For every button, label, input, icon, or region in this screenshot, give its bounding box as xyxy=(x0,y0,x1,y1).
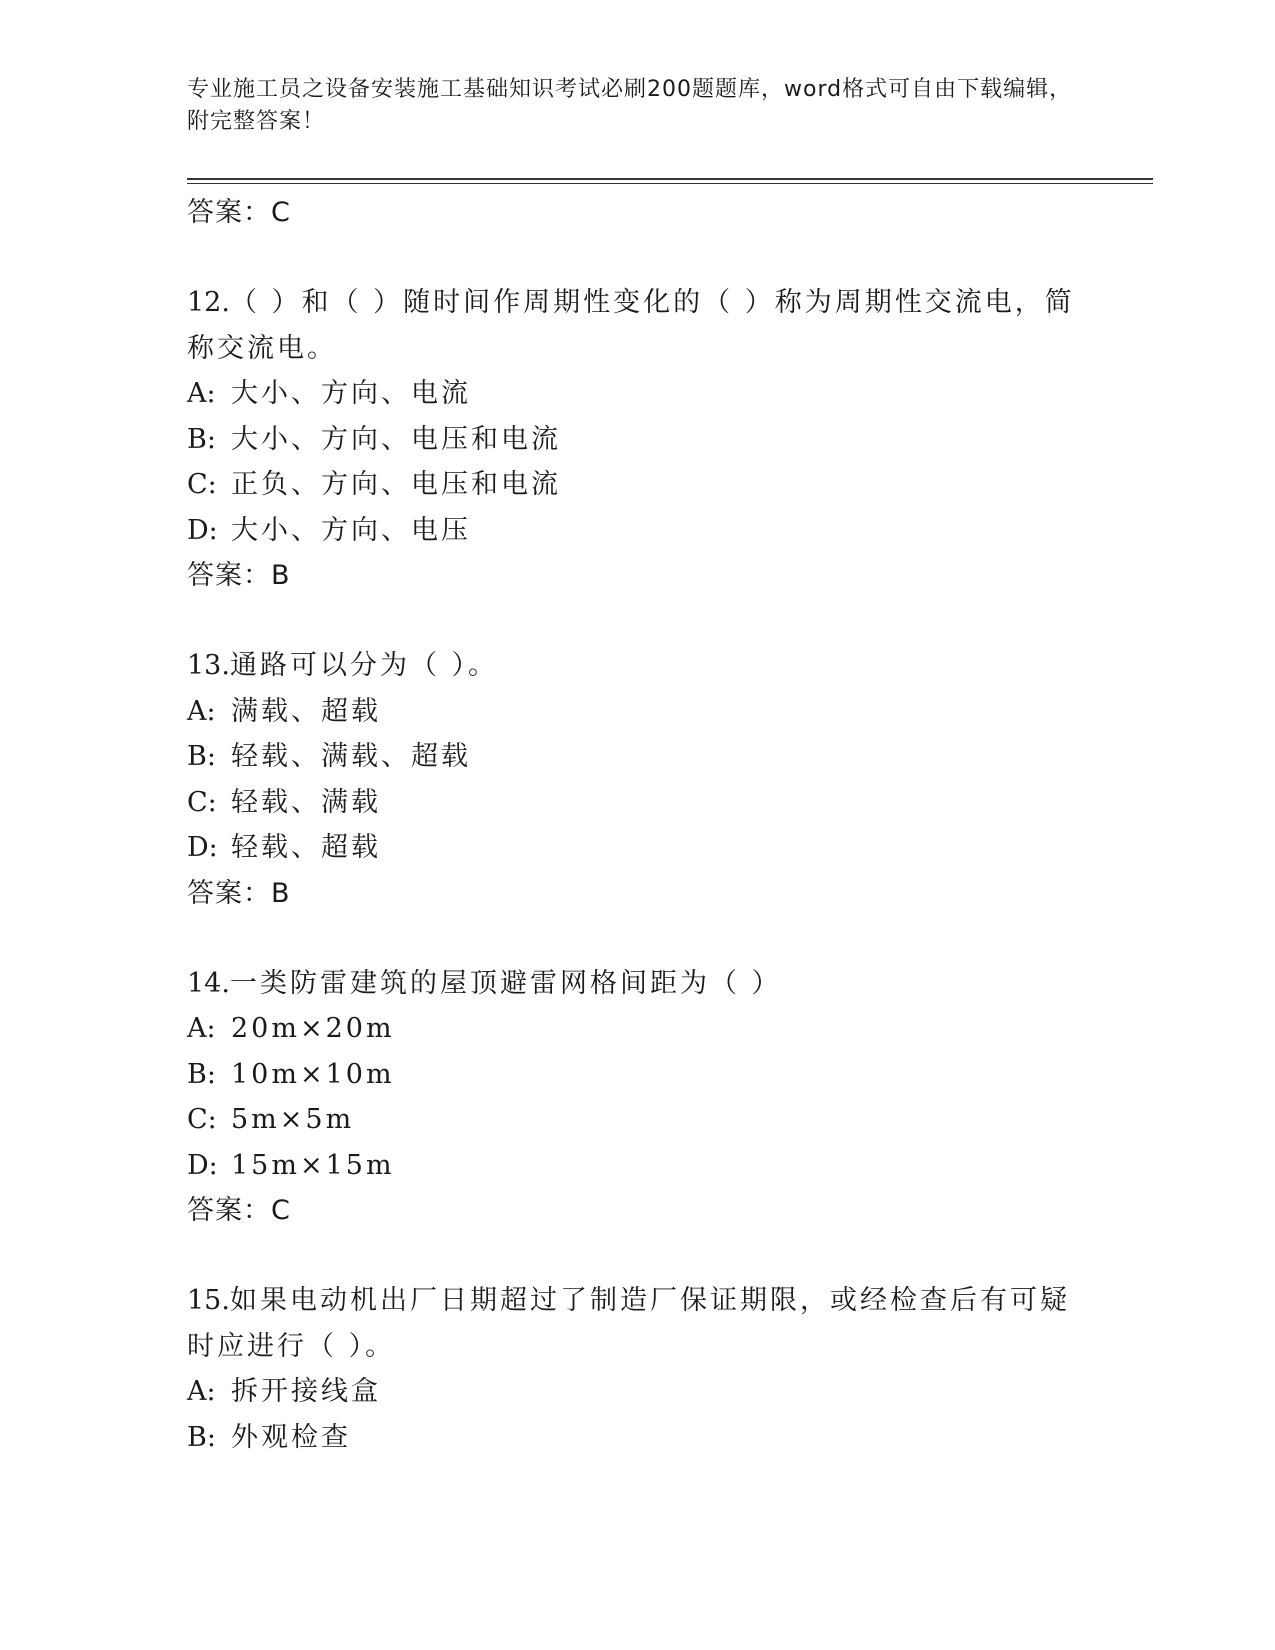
option-d xyxy=(187,508,1087,554)
option-a xyxy=(187,1006,1087,1052)
option-text: 外观检查 xyxy=(231,1421,351,1453)
header-divider-thin xyxy=(187,183,1153,184)
document-body xyxy=(187,190,1087,1460)
option-b xyxy=(187,1415,1087,1461)
answer-prev: 答案：C xyxy=(187,197,291,228)
option-text: 拆开接线盒 xyxy=(231,1376,381,1407)
option-c xyxy=(187,462,1087,508)
option-letter: A: xyxy=(187,1013,216,1044)
option-text: 15m×15m xyxy=(231,1149,395,1181)
option-text: 5m×5m xyxy=(231,1104,355,1135)
question-stem: 通路可以分为（ ）。 xyxy=(229,650,499,681)
option-letter: D: xyxy=(187,514,218,546)
option-b xyxy=(187,417,1087,463)
question-text xyxy=(187,643,1087,689)
option-letter: D: xyxy=(187,1149,218,1181)
question-12 xyxy=(187,280,1087,599)
option-text: 轻载、满载、超载 xyxy=(231,741,471,772)
document-header xyxy=(187,74,1087,138)
option-a xyxy=(187,689,1087,735)
question-number: 14. xyxy=(187,967,230,999)
option-a xyxy=(187,1369,1087,1415)
question-stem: 一类防雷建筑的屋顶避雷网格间距为（ ） xyxy=(229,967,782,999)
option-letter: C: xyxy=(187,1104,217,1135)
option-text: 正负、方向、电压和电流 xyxy=(231,469,561,500)
question-number: 15. xyxy=(187,1285,230,1316)
option-letter: A: xyxy=(187,695,216,727)
question-stem: 如果电动机出厂日期超过了制造厂保证期限，或经检查后有可疑时应进行（ ）。 xyxy=(187,1285,1070,1362)
option-letter: A: xyxy=(187,1376,216,1407)
option-d xyxy=(187,825,1087,871)
option-text: 大小、方向、电压和电流 xyxy=(231,423,561,455)
option-letter: C: xyxy=(187,469,217,500)
option-letter: B: xyxy=(187,423,216,455)
option-text: 满载、超载 xyxy=(231,695,381,727)
header-divider-thick xyxy=(187,178,1153,180)
option-text: 轻载、满载 xyxy=(231,786,381,818)
answer: 答案：B xyxy=(187,877,291,909)
option-letter: D: xyxy=(187,832,218,863)
option-b xyxy=(187,1052,1087,1098)
question-text xyxy=(187,1278,1087,1369)
option-text: 20m×20m xyxy=(231,1013,395,1044)
option-letter: B: xyxy=(187,1058,216,1090)
option-text: 轻载、超载 xyxy=(231,832,381,863)
answer: 答案：C xyxy=(187,1195,291,1226)
option-text: 大小、方向、电流 xyxy=(231,378,471,409)
question-number: 12. xyxy=(187,287,230,318)
option-letter: C: xyxy=(187,786,217,818)
question-stem: （ ）和（ ）随时间作周期性变化的（ ）称为周期性交流电，简称交流电。 xyxy=(187,287,1075,364)
option-text: 大小、方向、电压 xyxy=(231,514,471,546)
option-b xyxy=(187,734,1087,780)
question-14 xyxy=(187,961,1087,1235)
option-c xyxy=(187,1097,1087,1143)
option-letter: B: xyxy=(187,1421,216,1453)
option-a xyxy=(187,371,1087,417)
question-text xyxy=(187,280,1087,371)
question-13 xyxy=(187,643,1087,917)
answer: 答案：B xyxy=(187,560,291,591)
header-title: 专业施工员之设备安装施工基础知识考试必刷200题题库，word格式可自由下载编辑，附完整答案！ xyxy=(187,77,1073,134)
question-text xyxy=(187,961,1087,1007)
question-15 xyxy=(187,1278,1087,1460)
option-c xyxy=(187,780,1087,826)
option-letter: A: xyxy=(187,378,216,409)
option-text: 10m×10m xyxy=(231,1058,395,1090)
option-letter: B: xyxy=(187,741,216,772)
option-d xyxy=(187,1143,1087,1189)
question-number: 13. xyxy=(187,650,230,681)
